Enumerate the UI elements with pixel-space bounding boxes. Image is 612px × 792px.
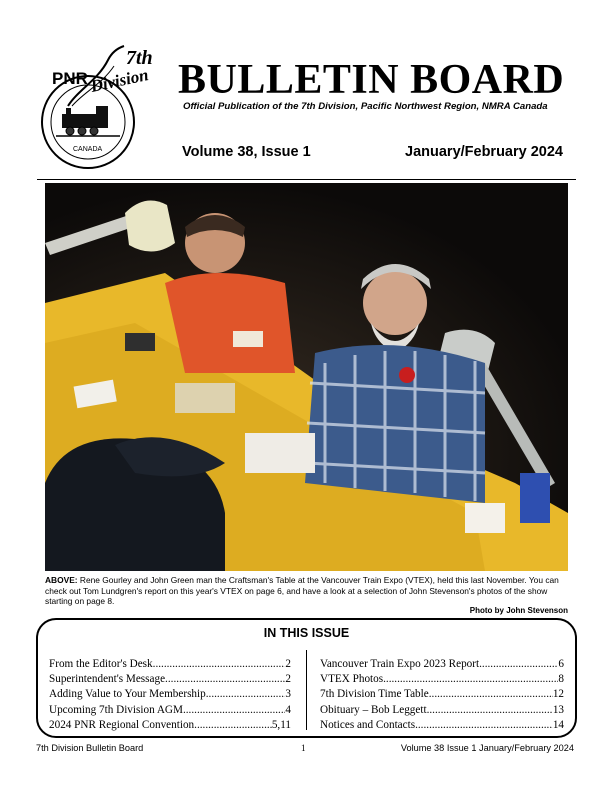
footer-page-number: 1 <box>301 743 306 753</box>
toc-left-column <box>49 657 291 733</box>
toc-entry[interactable] <box>320 703 564 718</box>
header-divider <box>37 179 576 180</box>
division-logo <box>38 40 166 172</box>
toc-entry-label: Obituary – Bob Leggett <box>320 703 427 716</box>
footer-issue: Volume 38 Issue 1 January/February 2024 <box>400 743 574 753</box>
issue-date: January/February 2024 <box>405 144 563 160</box>
toc-entry-page: 8 <box>558 673 564 686</box>
toc-entry[interactable] <box>49 657 291 672</box>
logo-division-text: Division <box>88 65 151 96</box>
toc-entry-label: Upcoming 7th Division AGM <box>49 703 183 716</box>
cover-photo <box>45 183 568 571</box>
toc-entry[interactable] <box>320 657 564 672</box>
toc-entry-page: 12 <box>552 688 564 701</box>
logo-7th-text: 7th <box>126 47 153 69</box>
toc-entry-page: 6 <box>558 658 564 670</box>
photo-credit: Photo by John Stevenson <box>469 606 568 615</box>
publication-subtitle: Official Publication of the 7th Division, Pacific Northwest Region, NMRA Canada <box>183 101 548 112</box>
toc-entry[interactable] <box>49 687 291 702</box>
toc-entry-label: Notices and Contacts <box>320 718 416 731</box>
caption-text: Rene Gourley and John Green man the Craftsman's Table at the Vancouver Train Expo (VTEX), held this last November. You can check out Tom Lundgren's report on this year's VTEX on page 6, and have a look at a selection of John Stevenson's photos of the show starting on page 8. <box>45 575 559 607</box>
footer-publication: 7th Division Bulletin Board <box>36 743 144 753</box>
toc-entry-label: 7th Division Time Table <box>320 688 429 701</box>
toc-title: IN THIS ISSUE <box>263 626 350 640</box>
toc-entry-page: 2 <box>285 673 291 686</box>
issue-volume: Volume 38, Issue 1 <box>182 144 311 160</box>
toc-entry[interactable] <box>320 718 564 733</box>
logo-canada-text: CANADA <box>73 146 103 153</box>
toc-entry-label: Adding Value to Your Membership <box>49 688 206 701</box>
toc-entry-page: 4 <box>285 703 291 716</box>
toc-entry-label: Superintendent's Message <box>49 673 166 686</box>
logo-pnr-text: PNR <box>52 69 88 88</box>
toc-entry[interactable] <box>49 703 291 718</box>
toc-entry-page: 2 <box>285 658 291 670</box>
toc-entry-page: 14 <box>552 718 564 731</box>
toc-entry-page: 3 <box>285 688 291 701</box>
toc-entry-page: 13 <box>552 703 564 716</box>
toc-entry-label: 2024 PNR Regional Convention <box>49 718 195 731</box>
toc-entry[interactable] <box>49 718 291 733</box>
toc-entry-label: VTEX Photos <box>320 673 384 686</box>
toc-entry[interactable] <box>320 687 564 702</box>
toc-right-column <box>320 657 564 733</box>
caption-label: ABOVE: <box>45 575 78 585</box>
toc-entry-label: From the Editor's Desk <box>49 658 153 670</box>
toc-column-divider <box>306 650 307 730</box>
toc-entry-label: Vancouver Train Expo 2023 Report <box>320 658 480 670</box>
photo-caption <box>45 575 573 607</box>
toc-entry[interactable] <box>320 672 564 687</box>
in-this-issue-box <box>36 618 577 738</box>
toc-entry-page: 5,11 <box>271 718 291 731</box>
publication-title: BULLETIN BOARD <box>178 57 565 103</box>
toc-entry[interactable] <box>49 672 291 687</box>
